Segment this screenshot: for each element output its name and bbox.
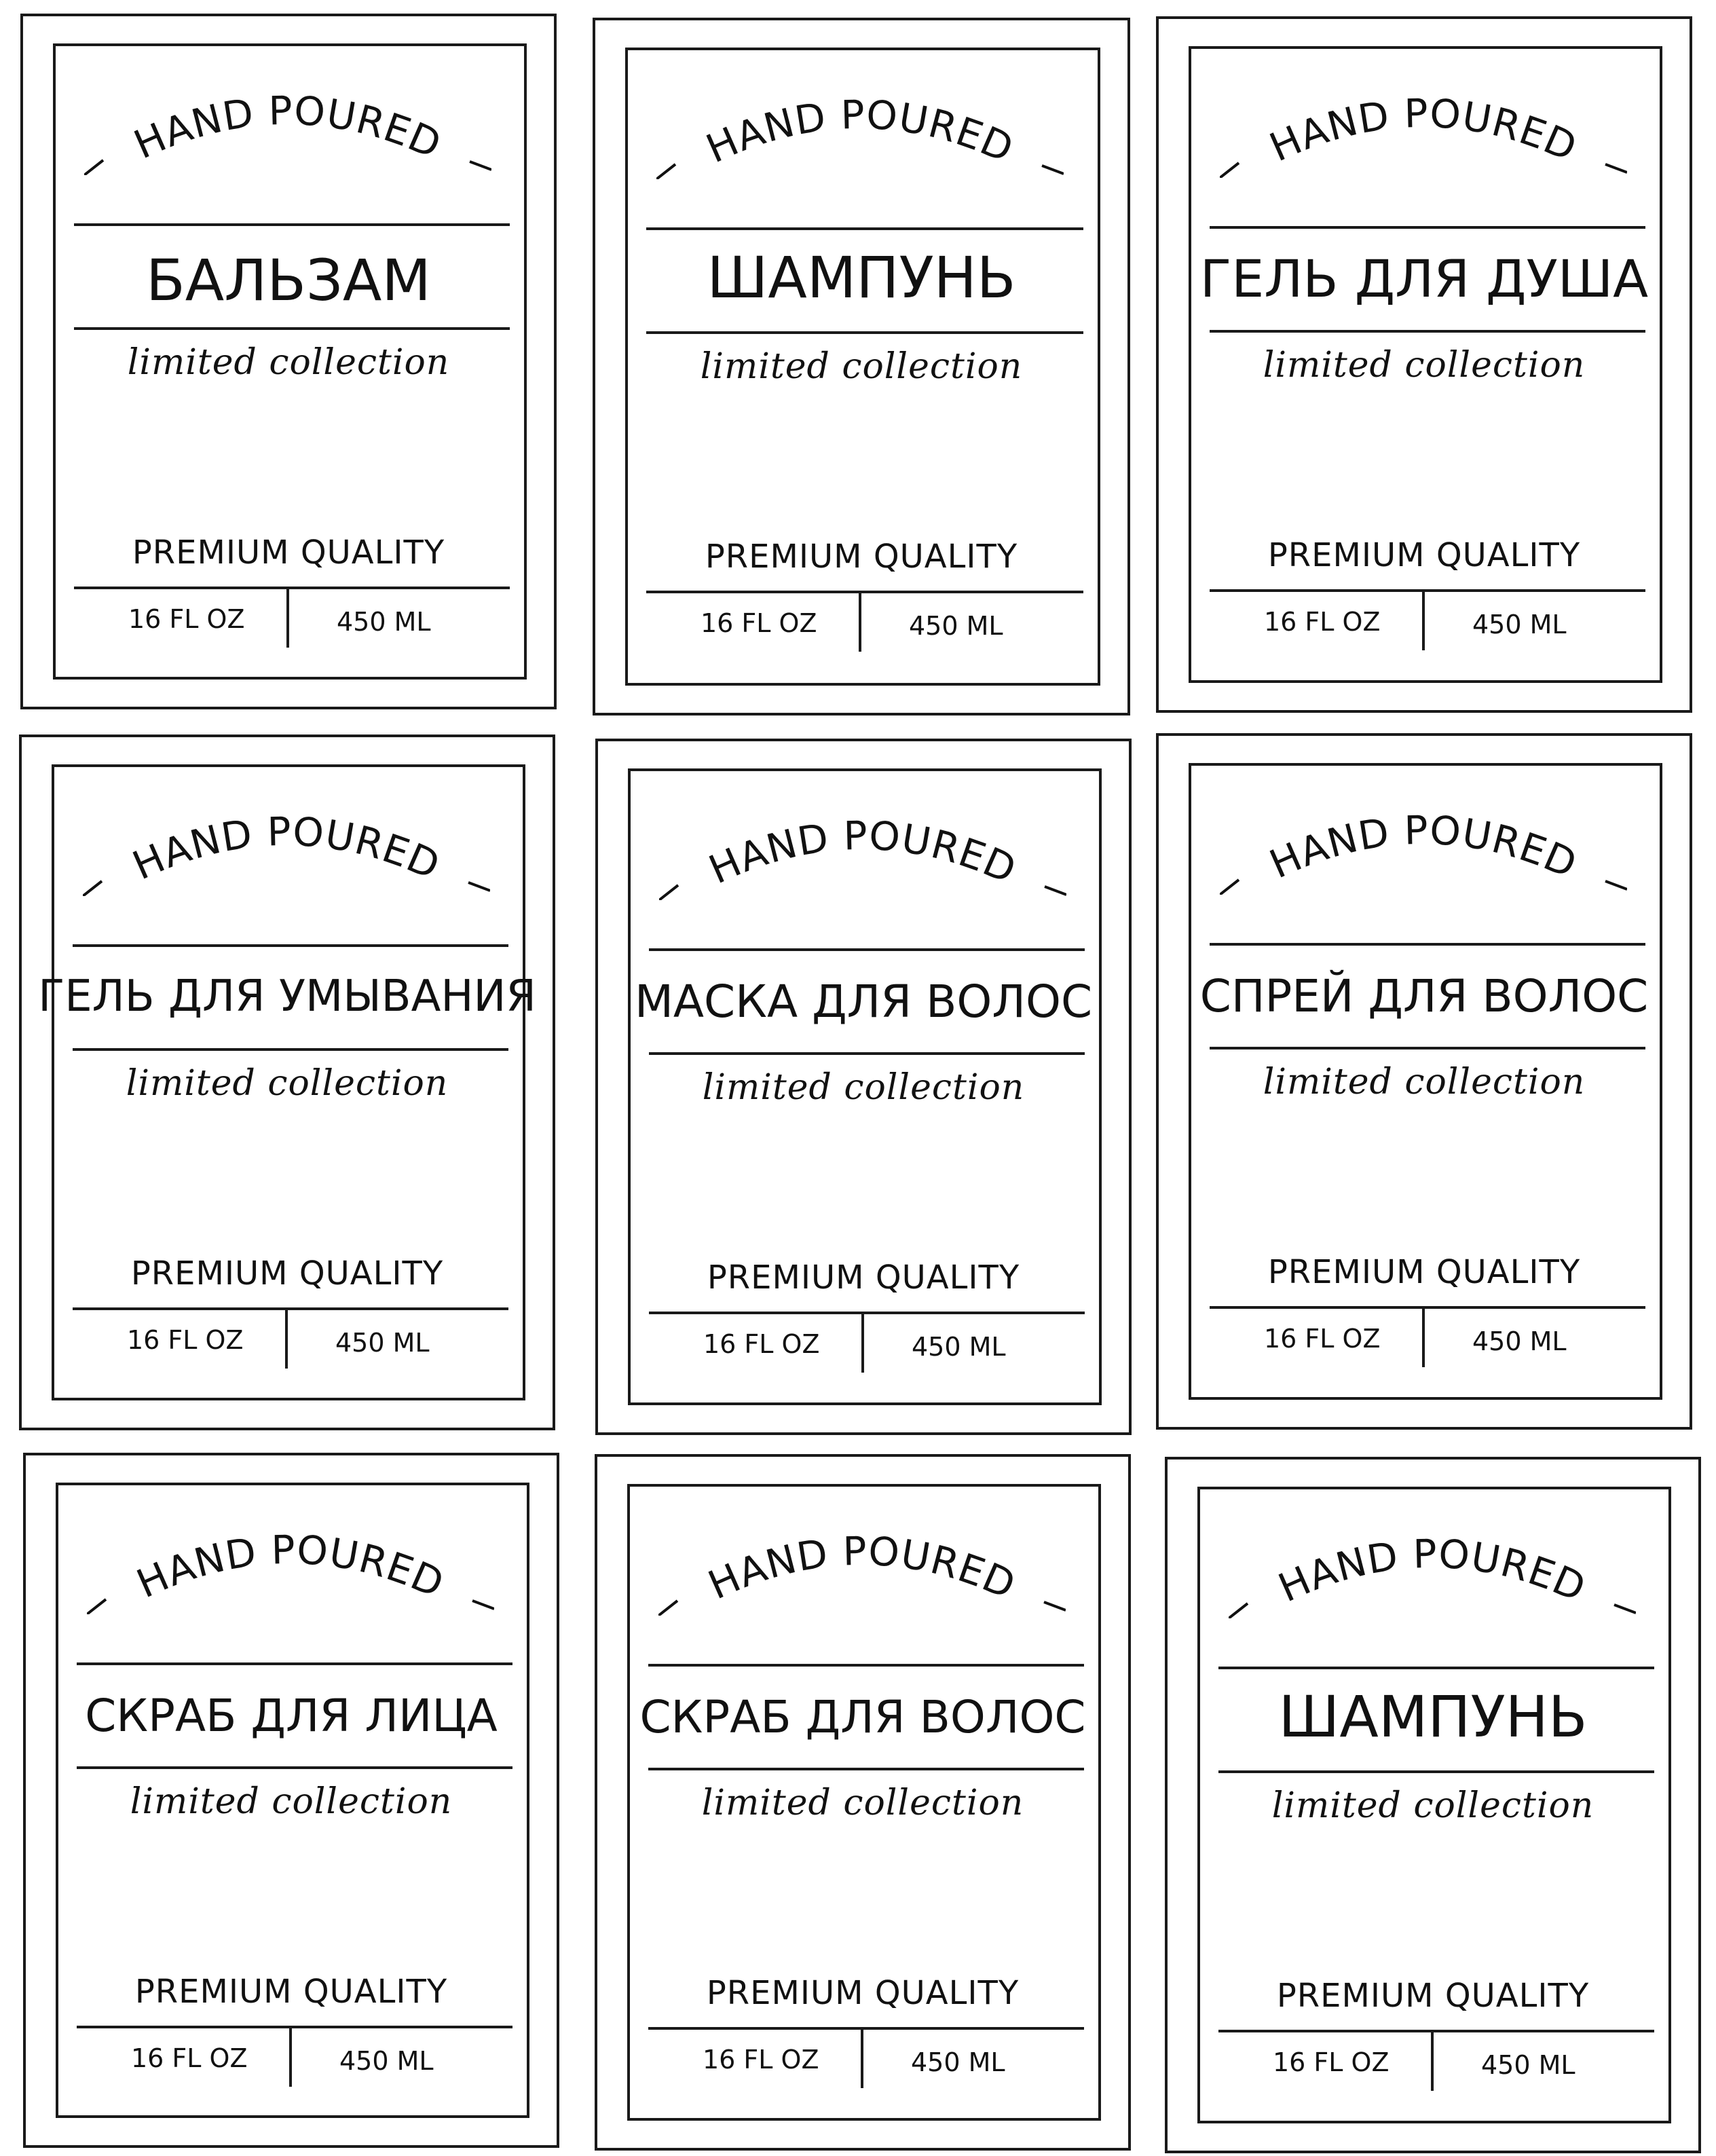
spec-separator [285, 1309, 288, 1369]
spec-separator [289, 2027, 292, 2087]
arc-heading [659, 778, 1066, 900]
quality-label: PREMIUM QUALITY [1276, 1977, 1590, 2015]
volume-oz: 16 FL OZ [1273, 2047, 1389, 2077]
label-card-6 [1156, 733, 1692, 1430]
spec-separator [859, 592, 861, 652]
product-name: СКРАБ ДЛЯ ВОЛОС [639, 1691, 1086, 1743]
label-card-4 [19, 735, 555, 1430]
tagline: limited collection [1271, 1785, 1594, 1826]
divider-top [74, 223, 510, 226]
tagline: limited collection [130, 1781, 453, 1822]
arc-heading [1220, 773, 1627, 895]
svg-text:HAND POURED [1263, 90, 1584, 171]
volume-ml: 450 ML [911, 2047, 1005, 2077]
quality-label: PREMIUM QUALITY [705, 538, 1018, 576]
quality-label: PREMIUM QUALITY [1267, 1253, 1581, 1291]
divider-middle [648, 1768, 1084, 1770]
label-card-5 [595, 739, 1132, 1435]
divider-top [648, 1664, 1084, 1667]
volume-ml: 450 ML [912, 1332, 1006, 1362]
divider-bottom [649, 1312, 1085, 1314]
svg-text:HAND POURED [700, 92, 1021, 172]
label-card-1 [20, 14, 557, 709]
divider-bottom [648, 2027, 1084, 2030]
hand-poured-text: HAND POURED [1263, 806, 1584, 888]
label-card-9 [1165, 1457, 1701, 2153]
divider-top [1210, 943, 1645, 946]
svg-text:HAND POURED [1263, 807, 1584, 888]
svg-text:HAND POURED [130, 1527, 451, 1607]
divider-middle [646, 331, 1083, 334]
quality-label: PREMIUM QUALITY [132, 534, 445, 572]
volume-ml: 450 ML [1472, 1326, 1567, 1356]
label-card-7 [23, 1453, 559, 2148]
quality-label: PREMIUM QUALITY [134, 1973, 448, 2011]
divider-top [646, 227, 1083, 230]
tagline: limited collection [126, 1063, 449, 1104]
hand-poured-text: HAND POURED [126, 808, 447, 889]
svg-text:HAND POURED [126, 809, 447, 889]
divider-middle [1218, 1770, 1654, 1773]
volume-oz: 16 FL OZ [131, 2043, 248, 2073]
arc-heading [84, 53, 491, 175]
volume-ml: 450 ML [1472, 610, 1567, 639]
hand-poured-text: HAND POURED [1263, 90, 1584, 171]
volume-ml: 450 ML [909, 611, 1003, 641]
divider-top [1210, 226, 1645, 229]
spec-separator [1431, 2031, 1434, 2091]
hand-poured-text: HAND POURED [127, 87, 449, 168]
svg-text:HAND POURED [703, 813, 1024, 893]
label-card-8 [595, 1454, 1131, 2151]
divider-top [1218, 1667, 1654, 1669]
volume-oz: 16 FL OZ [703, 1329, 820, 1359]
spec-separator [861, 1313, 864, 1373]
hand-poured-text: HAND POURED [701, 1527, 1023, 1609]
svg-text:HAND POURED [128, 88, 449, 168]
arc-heading [83, 774, 490, 896]
quality-label: PREMIUM QUALITY [707, 1259, 1020, 1297]
tagline: limited collection [702, 1067, 1025, 1108]
product-name: СКРАБ ДЛЯ ЛИЦА [85, 1690, 498, 1742]
svg-text:HAND POURED [702, 1528, 1023, 1609]
volume-ml: 450 ML [1481, 2050, 1575, 2080]
quality-label: PREMIUM QUALITY [130, 1254, 444, 1293]
divider-middle [1210, 330, 1645, 333]
product-name: БАЛЬЗАМ [146, 247, 431, 314]
label-card-2 [593, 18, 1130, 715]
tagline: limited collection [700, 346, 1023, 387]
arc-heading [1220, 56, 1627, 178]
divider-top [77, 1662, 512, 1665]
label-card-3 [1156, 16, 1692, 713]
svg-text:HAND POURED [1272, 1531, 1593, 1612]
volume-oz: 16 FL OZ [1264, 607, 1381, 637]
arc-heading [1229, 1496, 1636, 1618]
volume-ml: 450 ML [335, 1328, 430, 1358]
product-name: ШАМПУНЬ [707, 244, 1016, 311]
hand-poured-text: HAND POURED [1271, 1530, 1593, 1612]
divider-bottom [1210, 589, 1645, 592]
spec-separator [286, 588, 289, 648]
divider-bottom [646, 591, 1083, 593]
divider-middle [1210, 1047, 1645, 1049]
divider-bottom [1210, 1306, 1645, 1309]
divider-middle [73, 1048, 508, 1051]
volume-oz: 16 FL OZ [127, 1325, 244, 1355]
quality-label: PREMIUM QUALITY [1267, 536, 1581, 574]
divider-middle [74, 327, 510, 330]
spec-separator [861, 2028, 863, 2088]
volume-oz: 16 FL OZ [701, 608, 817, 638]
divider-middle [77, 1766, 512, 1769]
divider-bottom [77, 2026, 512, 2028]
volume-oz: 16 FL OZ [128, 604, 245, 634]
hand-poured-text: HAND POURED [699, 91, 1021, 172]
divider-top [73, 944, 508, 947]
arc-heading [656, 57, 1064, 179]
tagline: limited collection [1263, 345, 1586, 386]
divider-top [649, 948, 1085, 951]
arc-heading [87, 1492, 494, 1614]
divider-bottom [73, 1307, 508, 1310]
product-name: ГЕЛЬ ДЛЯ УМЫВАНИЯ [38, 971, 536, 1022]
tagline: limited collection [701, 1783, 1024, 1823]
quality-label: PREMIUM QUALITY [706, 1974, 1020, 2012]
volume-ml: 450 ML [337, 607, 431, 637]
volume-oz: 16 FL OZ [703, 2045, 819, 2075]
divider-bottom [1218, 2030, 1654, 2032]
divider-middle [649, 1052, 1085, 1055]
divider-bottom [74, 587, 510, 589]
volume-ml: 450 ML [339, 2046, 434, 2076]
product-name: ГЕЛЬ ДЛЯ ДУША [1199, 248, 1649, 309]
spec-separator [1422, 591, 1425, 650]
tagline: limited collection [1263, 1062, 1586, 1102]
volume-oz: 16 FL OZ [1264, 1324, 1381, 1354]
product-name: ШАМПУНЬ [1278, 1684, 1588, 1750]
spec-separator [1422, 1307, 1425, 1367]
tagline: limited collection [127, 342, 450, 383]
product-name: МАСКА ДЛЯ ВОЛОС [634, 975, 1093, 1028]
arc-heading [658, 1493, 1066, 1616]
product-name: СПРЕЙ ДЛЯ ВОЛОС [1199, 970, 1649, 1022]
hand-poured-text: HAND POURED [702, 812, 1024, 893]
hand-poured-text: HAND POURED [130, 1526, 451, 1607]
